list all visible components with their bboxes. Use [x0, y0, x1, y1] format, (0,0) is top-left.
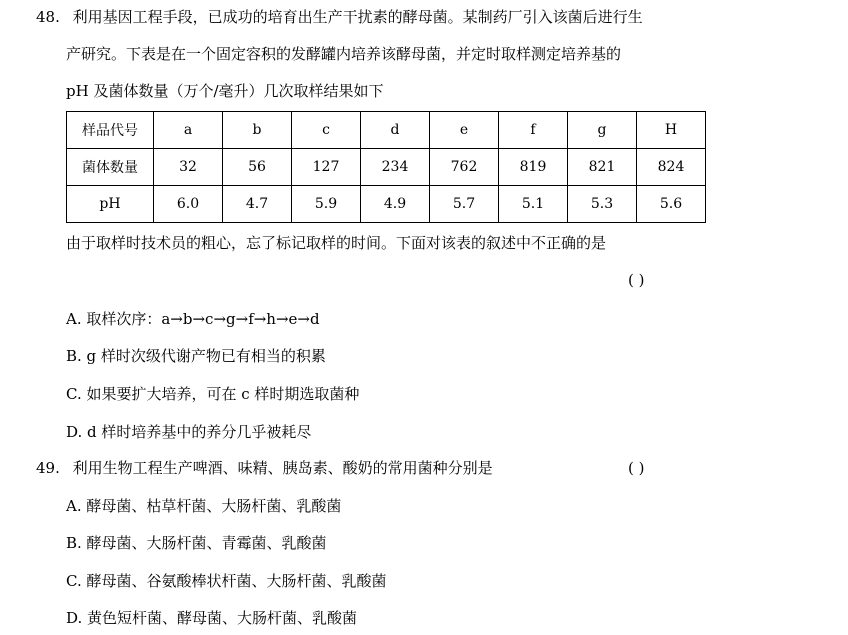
table-cell: 5.7	[430, 186, 499, 223]
q49-stem: 利用生物工程生产啤酒、味精、胰岛素、酸奶的常用菌种分别是	[72, 459, 493, 477]
table-cell: b	[223, 112, 292, 149]
table-cell: 56	[223, 149, 292, 186]
table-row-header	[67, 112, 706, 149]
q49-answer-paren: ( )	[628, 459, 645, 477]
table-cell: e	[430, 112, 499, 149]
table-cell: 样品代号	[67, 112, 154, 149]
table-cell: 819	[499, 149, 568, 186]
q49-option-a: A. 酵母菌、枯草杆菌、大肠杆菌、乳酸菌	[66, 497, 342, 515]
q48-stem-line-2: 产研究。下表是在一个固定容积的发酵罐内培养该酵母菌，并定时取样测定培养基的	[66, 45, 622, 63]
table-cell: 234	[361, 149, 430, 186]
q48-option-c: C. 如果要扩大培养，可在 c 样时期选取菌种	[66, 385, 360, 403]
table-cell: 5.3	[568, 186, 637, 223]
table-cell: a	[154, 112, 223, 149]
q48-answer-paren: ( )	[628, 271, 645, 289]
q48-number: 48.	[36, 8, 60, 26]
table-cell: 菌体数量	[67, 149, 154, 186]
q48-first-line	[36, 7, 643, 27]
q49-number: 49.	[36, 459, 60, 477]
table-cell: pH	[67, 186, 154, 223]
q48-stem-line-1: 利用基因工程手段，已成功的培育出生产干扰素的酵母菌。某制药厂引入该菌后进行生	[72, 8, 643, 26]
table-cell: g	[568, 112, 637, 149]
table-cell: H	[637, 112, 706, 149]
table-row	[67, 149, 706, 186]
table-cell: 4.9	[361, 186, 430, 223]
q48-after-table: 由于取样时技术员的粗心，忘了标记取样的时间。下面对该表的叙述中不正确的是	[66, 234, 607, 252]
q49-option-d: D. 黄色短杆菌、酵母菌、大肠杆菌、乳酸菌	[66, 609, 358, 627]
table-cell: 4.7	[223, 186, 292, 223]
q49-option-c: C. 酵母菌、谷氨酸棒状杆菌、大肠杆菌、乳酸菌	[66, 572, 387, 590]
q48-option-a: A. 取样次序：a→b→c→g→f→h→e→d	[66, 310, 320, 328]
table-row	[67, 186, 706, 223]
table-cell: 5.9	[292, 186, 361, 223]
table-cell: 32	[154, 149, 223, 186]
table-cell: 5.1	[499, 186, 568, 223]
q49-first-line	[36, 458, 493, 478]
table-cell: f	[499, 112, 568, 149]
table-cell: 824	[637, 149, 706, 186]
table-cell: 762	[430, 149, 499, 186]
table-cell: d	[361, 112, 430, 149]
q48-data-table	[66, 111, 706, 223]
q49-option-b: B. 酵母菌、大肠杆菌、青霉菌、乳酸菌	[66, 534, 327, 552]
q48-option-d: D. d 样时培养基中的养分几乎被耗尽	[66, 423, 312, 441]
q48-option-b: B. g 样时次级代谢产物已有相当的积累	[66, 347, 326, 365]
q48-stem-line-3: pH 及菌体数量（万个/毫升）几次取样结果如下	[66, 82, 384, 100]
table-cell: c	[292, 112, 361, 149]
table-cell: 5.6	[637, 186, 706, 223]
table-cell: 6.0	[154, 186, 223, 223]
table-cell: 821	[568, 149, 637, 186]
table-cell: 127	[292, 149, 361, 186]
